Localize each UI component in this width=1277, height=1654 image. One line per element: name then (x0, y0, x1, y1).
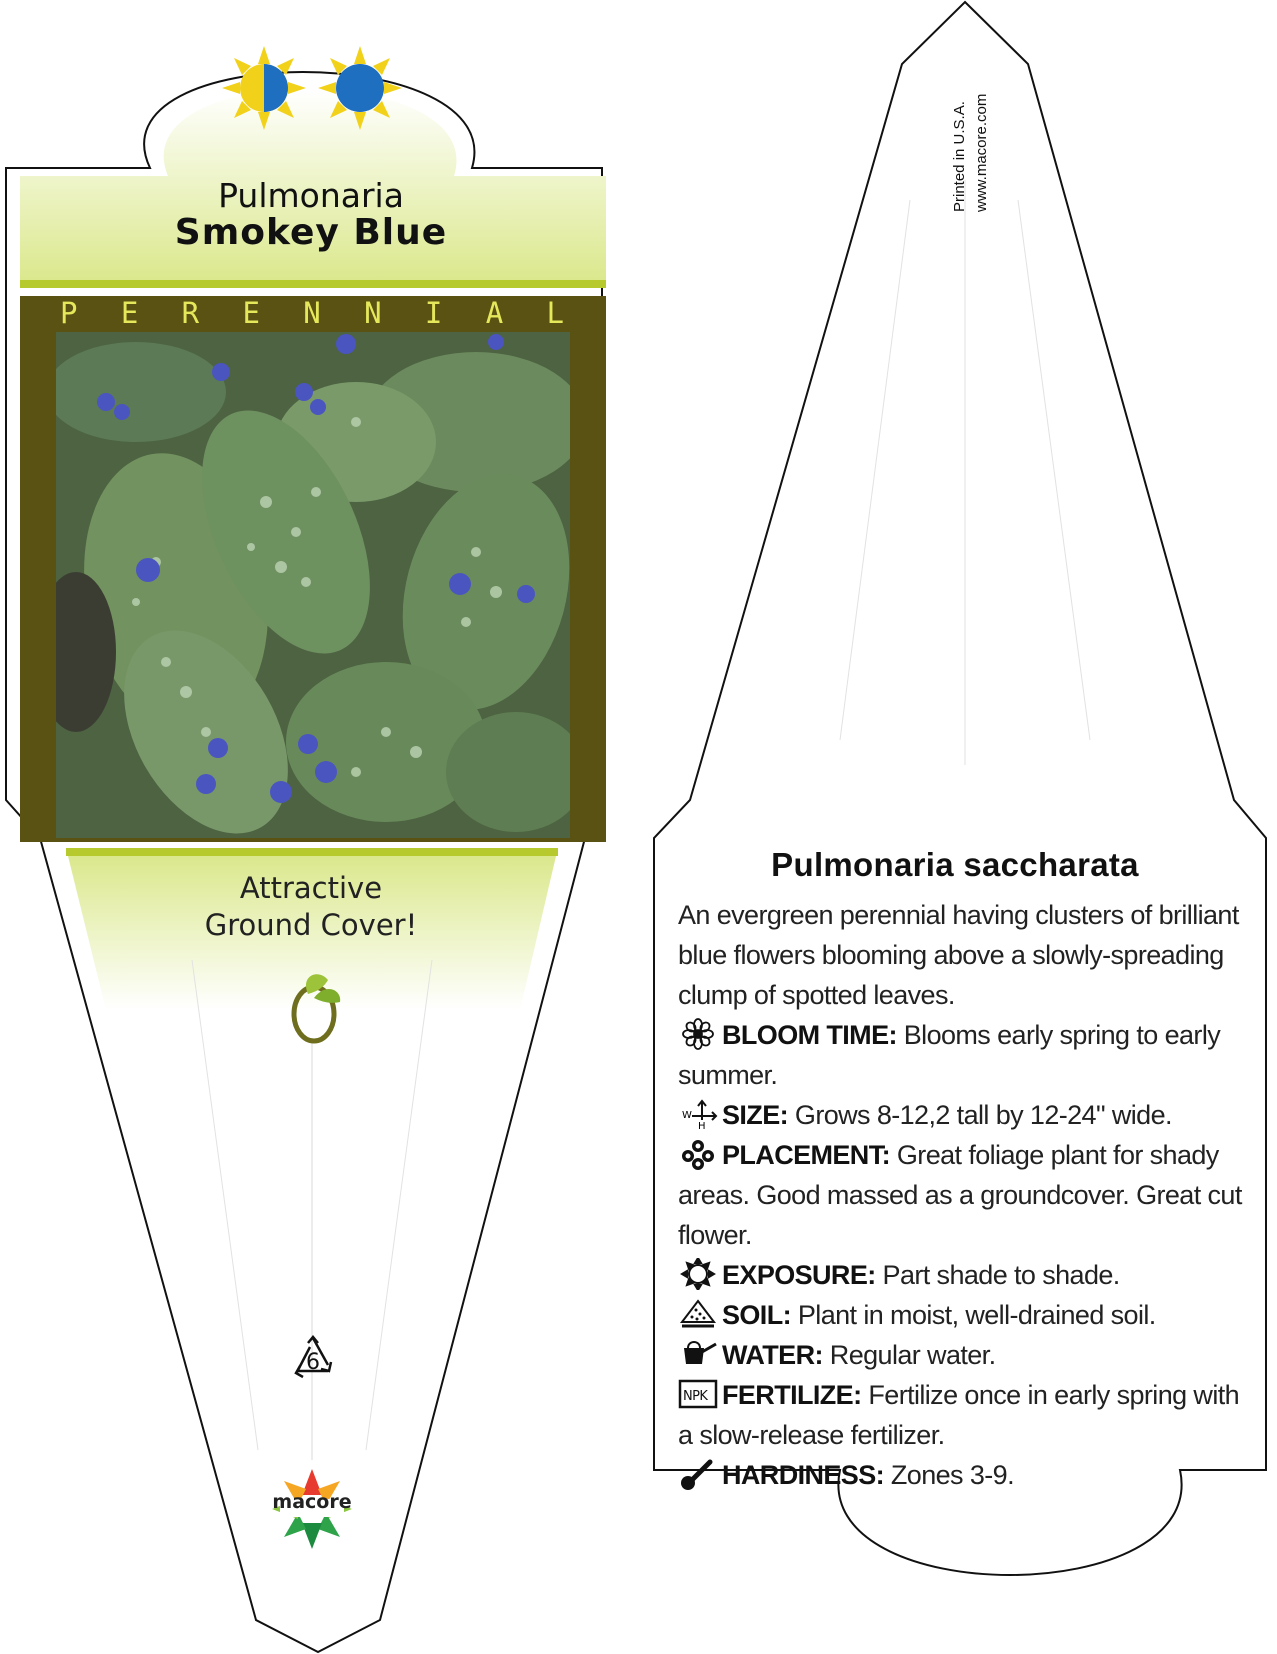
printed-in: Printed in U.S.A. (951, 101, 968, 212)
bloom-time-value: Blooms early spring to early summer. (678, 1020, 1221, 1090)
placement-row (678, 1135, 1253, 1255)
print-info (937, 52, 997, 222)
svg-text:W: W (682, 1110, 692, 1121)
scientific-name: Pulmonaria saccharata (771, 846, 1139, 883)
category-letter: E (120, 296, 139, 330)
recycle-code: 6 (306, 1350, 320, 1375)
hardiness-row (678, 1455, 1253, 1495)
category-letter: P (60, 296, 78, 330)
placement-icon (678, 1138, 718, 1170)
plant-variety: Smokey Blue (174, 212, 448, 253)
category-letter: A (485, 296, 504, 330)
tagline-line-2: Ground Cover! (204, 908, 418, 942)
footer-rule (66, 848, 558, 856)
size-icon (678, 1098, 718, 1130)
fertilize-label: FERTILIZE: (722, 1380, 862, 1410)
category-letter: E (242, 296, 260, 330)
sun-icons (220, 44, 406, 130)
tagline (0, 870, 622, 944)
size-label: SIZE: (722, 1100, 789, 1130)
placement-label: PLACEMENT: (722, 1140, 890, 1170)
website: www.macore.com (973, 93, 990, 212)
brand-name: macore (272, 1491, 352, 1513)
svg-text:NPK: NPK (683, 1389, 708, 1404)
exposure-value: Part shade to shade. (875, 1260, 1120, 1290)
description: An evergreen perennial having clusters of brilliant blue flowers blooming above a slowly-spreading clump of spotted leaves. (678, 900, 1239, 1010)
category-letter: I (424, 296, 443, 330)
category-letter: N (303, 296, 321, 330)
sun-outline-icon (678, 1258, 718, 1290)
placement-value: Great foliage plant for shady areas. Good massed as a groundcover. Great cut flower. (678, 1140, 1242, 1250)
shade-icon (318, 46, 402, 130)
category-letter: R (181, 296, 200, 330)
npk-icon (678, 1378, 718, 1410)
soil-value: Plant in moist, well-drained soil. (791, 1300, 1156, 1330)
size-value: Grows 8-12,2 tall by 12-24" wide. (788, 1100, 1172, 1130)
hardiness-value: Zones 3-9. (884, 1460, 1014, 1490)
fertilize-value: Fertilize once in early spring with a slow-release fertilizer. (678, 1380, 1240, 1450)
exposure-label: EXPOSURE: (722, 1260, 876, 1290)
watering-can-icon (678, 1338, 718, 1370)
category-letter: L (546, 296, 564, 330)
care-info (678, 895, 1253, 1495)
category-label (20, 296, 606, 330)
tagline-line-1: Attractive (239, 871, 383, 905)
exposure-row (678, 1255, 1253, 1295)
hardiness-label: HARDINESS: (722, 1460, 885, 1490)
fertilize-row (678, 1375, 1253, 1455)
water-value: Regular water. (822, 1340, 996, 1370)
soil-row (678, 1295, 1253, 1335)
water-label: WATER: (722, 1340, 823, 1370)
water-row (678, 1335, 1253, 1375)
flower-icon (678, 1018, 718, 1050)
size-row (678, 1095, 1253, 1135)
plant-photo (56, 332, 570, 838)
svg-text:H: H (698, 1121, 705, 1130)
header-rule (20, 280, 606, 288)
ground-cover-icon (286, 970, 342, 1044)
soil-icon (678, 1298, 718, 1330)
part-sun-icon (222, 46, 306, 130)
thermometer-icon (678, 1458, 718, 1490)
bloom-time-row (678, 1015, 1253, 1095)
soil-label: SOIL: (722, 1300, 791, 1330)
plant-genus: Pulmonaria (218, 176, 404, 215)
category-letter: N (364, 296, 382, 330)
bloom-time-label: BLOOM TIME: (722, 1020, 897, 1050)
